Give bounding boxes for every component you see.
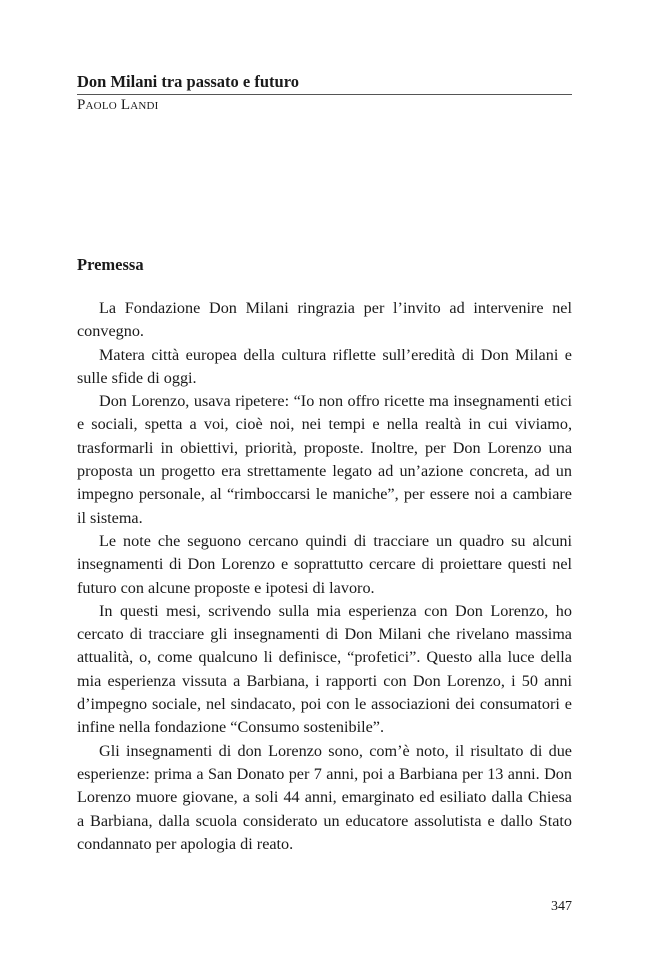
paragraph: Matera città europea della cultura riflette sull’eredità di Don Milani e sulle sfide di oggi. — [77, 345, 572, 387]
paragraph: La Fondazione Don Milani ringrazia per l’invito ad intervenire nel convegno. — [77, 299, 572, 341]
author-name: Paolo Landi — [77, 97, 159, 113]
paragraph: Don Lorenzo, usava ripetere: “Io non offro ricette ma insegnamenti etici e sociali, spetta a voi, cioè noi, nei tempi e nella realtà in cui viviamo, trasformarli in obiettivi, priorità, proposte. Inoltre, per Don Lorenzo una proposta un progetto era strettamente legato ad un’azione concreta, ad un impegno personale, al “rimboccarsi le maniche”, per essere noi a cambiare il sistema. — [77, 392, 572, 527]
section-heading: Premessa — [77, 255, 144, 274]
book-page — [77, 0, 572, 968]
page-number: 347 — [551, 899, 572, 914]
article-title: Don Milani tra passato e futuro — [77, 72, 572, 95]
paragraph: Le note che seguono cercano quindi di tracciare un quadro su alcuni insegnamenti di Don Lorenzo e soprattutto cercare di proiettare questi nel futuro con alcune proposte e ipotesi di lavoro. — [77, 531, 572, 597]
paragraph: Gli insegnamenti di don Lorenzo sono, com’è noto, il risultato di due esperienze: prima a San Donato per 7 anni, poi a Barbiana per 13 anni. Don Lorenzo muore giovane, a soli 44 anni, emarginato ed esiliato dalla Chiesa a Barbiana, dalla scuola considerato un educatore assolutista e dallo Stato condannato per apologia di reato. — [77, 741, 572, 853]
paragraph: In questi mesi, scrivendo sulla mia esperienza con Don Lorenzo, ho cercato di tracciare gli insegnamenti di Don Milani che rivelano massima attualità, o, come qualcuno li definisce, “profetici”. Questo alla luce della mia esperienza vissuta a Barbiana, i rapporti con Don Lorenzo, i 50 anni d’impegno sociale, nel sindacato, poi con le associazioni dei consumatori e infine nella fondazione “Consumo sostenibile”. — [77, 601, 572, 737]
body-text — [77, 297, 572, 856]
